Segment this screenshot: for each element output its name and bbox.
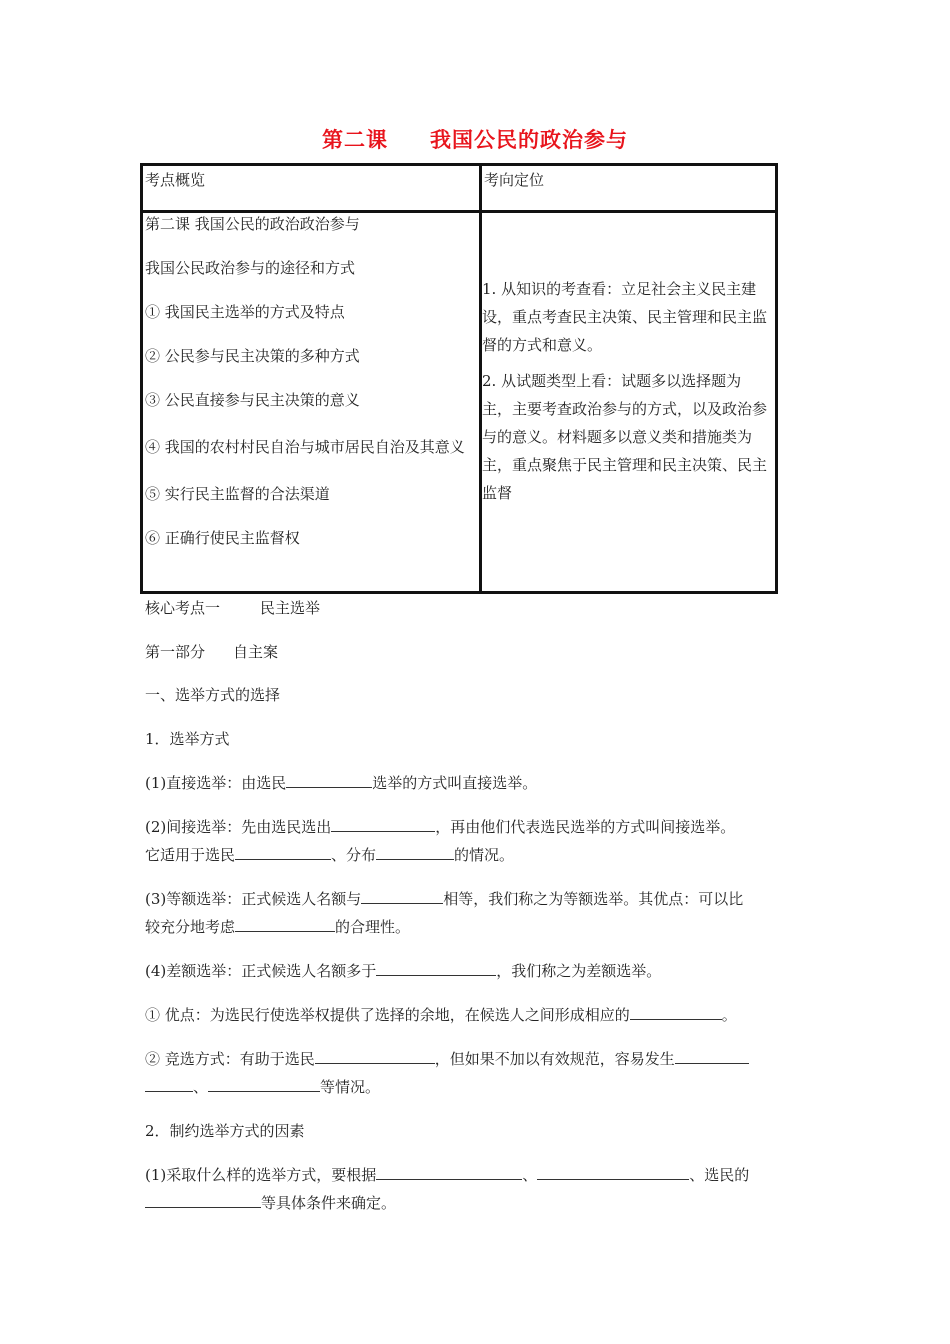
text-run: ② 竞选方式：有助于选民 (145, 1050, 315, 1068)
text-run: 选举的方式叫直接选举。 (372, 774, 538, 792)
text-run: (1)直接选举：由选民 (145, 774, 287, 792)
list-item: ⑥ 正确行使民主监督权 (145, 529, 300, 547)
overview-table (140, 163, 778, 594)
fill-blank[interactable] (376, 957, 496, 976)
fill-blank[interactable] (315, 1045, 435, 1064)
core-heading (145, 594, 810, 622)
paragraph-factors (145, 1161, 810, 1189)
fill-blank[interactable] (376, 841, 454, 860)
text-run: 较充分地考虑 (145, 918, 236, 936)
title-topic: 我国公民的政治参与 (430, 128, 628, 152)
paragraph-factors-cont (145, 1189, 810, 1217)
core-label: 核心考点一 (145, 599, 221, 617)
fill-blank[interactable] (235, 841, 331, 860)
text-run: 的情况。 (454, 846, 515, 864)
paragraph-campaign-cont (145, 1073, 810, 1101)
fill-blank[interactable] (630, 1001, 722, 1020)
fill-blank[interactable] (286, 769, 372, 788)
section-heading: 一、选举方式的选择 (145, 686, 281, 704)
text-run: 等情况。 (320, 1078, 381, 1096)
part-topic: 自主案 (233, 643, 279, 661)
table-body-row (142, 212, 777, 593)
text-run: 它适用于选民 (145, 846, 236, 864)
subsection-heading: 1．选举方式 (145, 730, 230, 748)
paragraph-equal-election-cont (145, 913, 810, 941)
list-item: ④ 我国的农村村民自治与城市居民自治及其意义 (145, 438, 465, 456)
orientation-paragraph: 2. 从试题类型上看：试题多以选择题为主，主要考查政治参与的方式，以及政治参与的意义。材料题多以意义类和措施类为主，重点聚焦于民主管理和民主决策、民主监督 (482, 372, 768, 502)
paragraph-competitive-election (145, 957, 810, 985)
paragraph-direct-election (145, 769, 810, 797)
body-cell-left (142, 212, 481, 593)
list-item: ② 公民参与民主决策的多种方式 (145, 347, 360, 365)
subsection-heading: 2．制约选举方式的因素 (145, 1122, 305, 1140)
orientation-paragraph: 1. 从知识的考查看：立足社会主义民主建设，重点考查民主决策、民主管理和民主监督的方式和意义。 (482, 280, 768, 354)
header-right-text: 考向定位 (484, 171, 545, 189)
paragraph-indirect-election (145, 813, 810, 841)
fill-blank[interactable] (208, 1073, 320, 1092)
paragraph-advantage (145, 1001, 810, 1029)
header-left-text: 考点概览 (145, 171, 206, 189)
paragraph-campaign (145, 1045, 810, 1073)
fill-blank[interactable] (675, 1045, 749, 1064)
fill-blank[interactable] (376, 1161, 522, 1180)
text-run: 、分布 (331, 846, 377, 864)
text-run: 、 (522, 1166, 538, 1184)
fill-blank[interactable] (145, 1073, 193, 1092)
text-run: ，再由他们代表选民选举的方式叫间接选举。 (435, 818, 736, 836)
list-item: ① 我国民主选举的方式及特点 (145, 303, 345, 321)
fill-blank[interactable] (235, 913, 335, 932)
orientation-text (482, 213, 775, 507)
paragraph-indirect-election-cont (145, 841, 810, 869)
list-item: ③ 公民直接参与民主决策的意义 (145, 391, 360, 409)
topic-list (143, 213, 479, 549)
text-run: 、 (193, 1078, 209, 1096)
text-run: 相等，我们称之为等额选举。其优点：可以比 (443, 890, 744, 908)
list-item: 我国公民政治参与的途径和方式 (145, 259, 356, 277)
text-run: (4)差额选举：正式候选人名额多于 (145, 962, 377, 980)
list-item: 第二课 我国公民的政治政治参与 (145, 215, 360, 233)
fill-blank[interactable] (361, 885, 443, 904)
part-label: 第一部分 (145, 643, 206, 661)
core-topic: 民主选举 (260, 599, 321, 617)
paragraph-equal-election (145, 885, 810, 913)
fill-blank[interactable] (145, 1189, 261, 1208)
list-item: ⑤ 实行民主监督的合法渠道 (145, 485, 330, 503)
text-run: (3)等额选举：正式候选人名额与 (145, 890, 362, 908)
text-run: 、选民的 (689, 1166, 750, 1184)
page-title (0, 124, 950, 154)
text-run: 的合理性。 (335, 918, 411, 936)
body-cell-right (481, 212, 777, 593)
text-run: ① 优点：为选民行使选举权提供了选择的余地，在候选人之间形成相应的 (145, 1006, 630, 1024)
fill-blank[interactable] (331, 813, 435, 832)
title-lesson: 第二课 (322, 128, 388, 152)
text-run: 等具体条件来确定。 (261, 1194, 397, 1212)
text-run: ，但如果不加以有效规范，容易发生 (434, 1050, 675, 1068)
header-cell-right (481, 165, 777, 212)
header-cell-left (142, 165, 481, 212)
text-run: (2)间接选举：先由选民选出 (145, 818, 332, 836)
fill-blank[interactable] (537, 1161, 689, 1180)
text-run: 。 (721, 1006, 737, 1024)
part-heading (145, 638, 810, 666)
table-header-row (142, 165, 777, 212)
text-run: ，我们称之为差额选举。 (496, 962, 662, 980)
text-run: (1)采取什么样的选举方式，要根据 (145, 1166, 377, 1184)
